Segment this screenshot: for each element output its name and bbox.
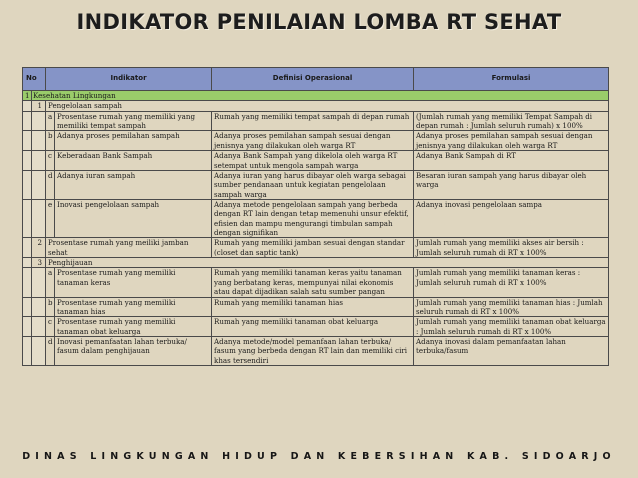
section-number: 1 [23,91,32,101]
row-letter: b [46,297,55,317]
table-row [23,268,609,297]
row-indikator: Prosentase rumah yang memiliki tanaman obat keluarga [55,317,212,337]
row-indikator: Inovasi pengelolaan sampah [55,199,212,237]
row-letter: d [46,170,55,199]
table-row [23,317,609,337]
table-row [23,131,609,151]
header-definisi: Definisi Operasional [212,68,414,91]
row-definisi: Rumah yang memiliki tempat sampah di depan rumah [212,111,414,131]
group-number: 2 [32,238,46,258]
row-indikator: Keberadaan Bank Sampah [55,151,212,171]
row-formulasi: Adanya proses pemilahan sampah sesuai dengan jenisnya yang dilakukan oleh warga RT [414,131,609,151]
table-row [23,199,609,237]
row-definisi: Adanya proses pemilahan sampah sesuai dengan jenisnya yang dilakukan oleh warga RT [212,131,414,151]
row-letter: c [46,151,55,171]
row-formulasi: (Jumlah rumah yang memiliki Tempat Sampah di depan rumah : Jumlah seluruh rumah) x 100% [414,111,609,131]
row-formulasi: Adanya inovasi dalam pemanfaatan lahan terbuka/fasum [414,336,609,365]
row-indikator: Adanya proses pemilahan sampah [55,131,212,151]
page-title: INDIKATOR PENILAIAN LOMBA RT SEHAT [76,10,562,34]
row-indikator: Prosentase rumah yang memiliki yang memiliki tempat sampah [55,111,212,131]
group-label: Pengelolaan sampah [46,101,609,111]
footer-agency: DINAS LINGKUNGAN HIDUP DAN KEBERSIHAN KAB. SIDOARJO [22,451,616,462]
table-row [23,170,609,199]
row-letter: e [46,199,55,237]
row-formulasi: Besaran iuran sampah yang harus dibayar oleh warga [414,170,609,199]
row-indikator: Inovasi pemanfaatan lahan terbuka/ fasum dalam penghijauan [55,336,212,365]
group-row-2 [23,238,609,258]
row-definisi: Rumah yang memiliki tanaman keras yaitu tanaman yang berbatang keras, mempunyai nilai ekonomis atau dapat dijadikan salah satu sumber pangan [212,268,414,297]
row-definisi: Rumah yang memiliki tanaman obat keluarga [212,317,414,337]
row-indikator: Prosentase rumah yang memiliki tanaman hias [55,297,212,317]
row-letter: a [46,111,55,131]
row-letter: b [46,131,55,151]
row-definisi: Rumah yang memiliki tanaman hias [212,297,414,317]
table-row [23,111,609,131]
row-formulasi: Adanya inovasi pengelolaan sampa [414,199,609,237]
section-row [23,91,609,101]
table-row [23,336,609,365]
group-row-3 [23,258,609,268]
row-definisi: Adanya Bank Sampah yang dikelola oleh warga RT setempat untuk mengola sampah warga [212,151,414,171]
row-definisi: Adanya metode/model pemanfaan lahan terbuka/ fasum yang berbeda dengan RT lain dan memiliki ciri khas tersendiri [212,336,414,365]
row-letter: d [46,336,55,365]
row-definisi: Adanya iuran yang harus dibayar oleh warga sebagai sumber pendanaan untuk kegiatan pengelolaan sampah warga [212,170,414,199]
row-definisi: Adanya metode pengelolaan sampah yang berbeda dengan RT lain dengan tetap memenuhi unsur efektif, efisien dan mampu mengurangi timbulan sampah dengan signifikan [212,199,414,237]
group-row-1 [23,101,609,111]
table-header-row [23,68,609,91]
header-formulasi: Formulasi [414,68,609,91]
row-formulasi: Jumlah rumah yang memiliki akses air bersih : Jumlah seluruh rumah di RT x 100% [414,238,609,258]
row-formulasi: Jumlah rumah yang memiliki tanaman hias : Jumlah seluruh rumah di RT x 100% [414,297,609,317]
row-indikator: Adanya iuran sampah [55,170,212,199]
row-letter: a [46,268,55,297]
group-number: 3 [32,258,46,268]
row-formulasi: Jumlah rumah yang memiliki tanaman obat keluarga : Jumlah seluruh rumah di RT x 100% [414,317,609,337]
table-row [23,297,609,317]
row-definisi: Rumah yang memiliki jamban sesuai dengan standar (closet dan saptic tank) [212,238,414,258]
group-label: Penghijauan [46,258,609,268]
row-formulasi: Adanya Bank Sampah di RT [414,151,609,171]
section-label: Kesehatan Lingkungan [32,91,609,101]
header-no: No [23,68,46,91]
row-indikator: Prosentase rumah yang meiliki jamban sehat [46,238,212,258]
table-row [23,151,609,171]
row-indikator: Prosentase rumah yang memiliki tanaman keras [55,268,212,297]
group-number: 1 [32,101,46,111]
header-indikator: Indikator [46,68,212,91]
row-formulasi: Jumlah rumah yang memiliki tanaman keras : Jumlah seluruh rumah di RT x 100% [414,268,609,297]
row-letter: c [46,317,55,337]
indicator-table [22,67,609,366]
